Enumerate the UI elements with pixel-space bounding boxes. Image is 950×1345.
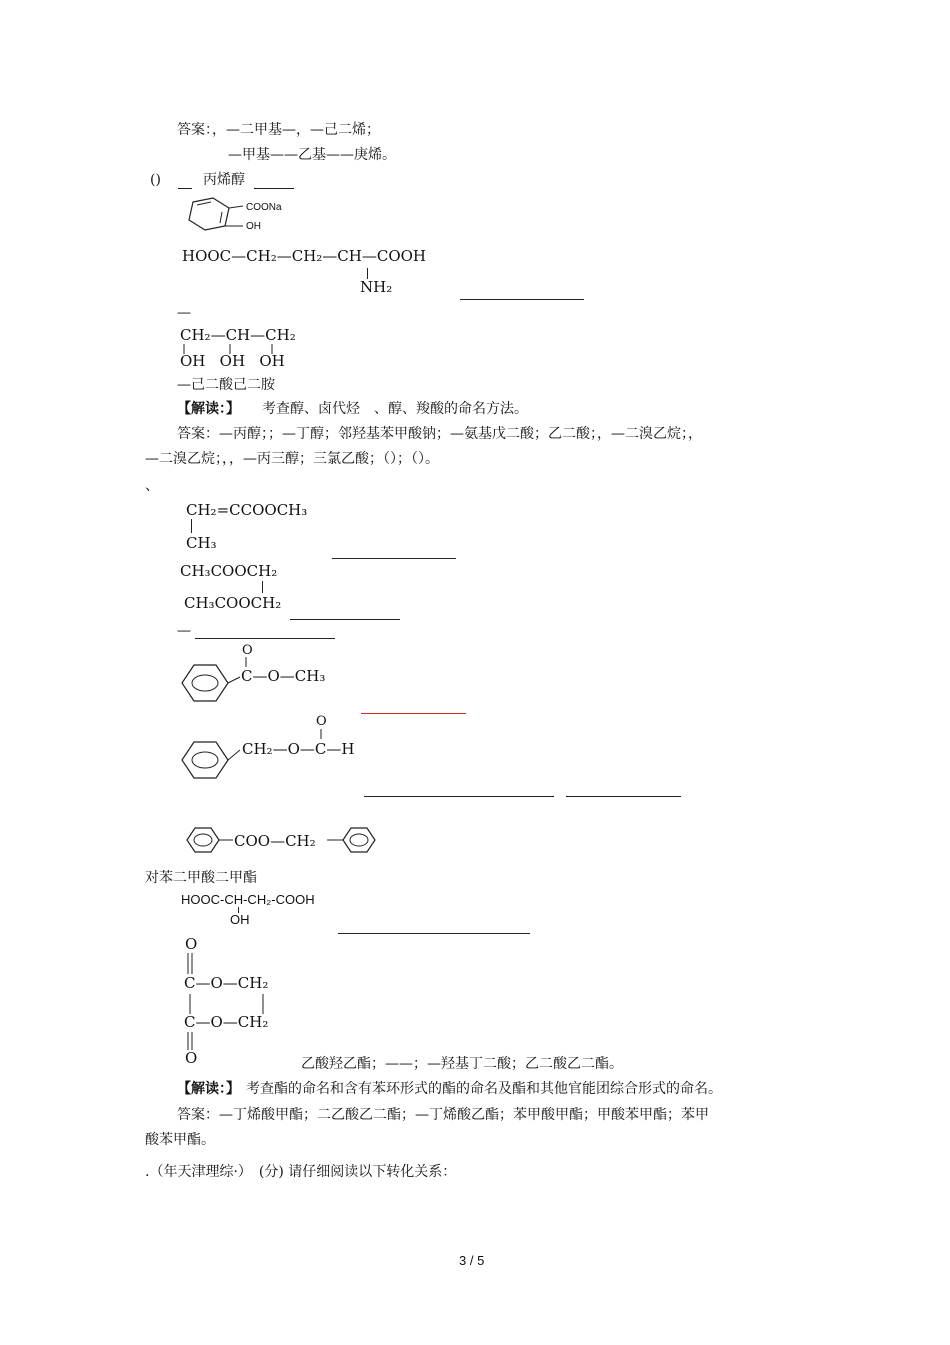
question-prefix: () — [150, 172, 161, 188]
answer-line-1b: —甲基——乙基——庚烯。 — [228, 147, 396, 163]
analysis-text: 考查酯的命名和含有苯环形式的酯的命名及酯和其他官能团综合形式的命名。 — [246, 1081, 722, 1097]
oxalate-o-top: O — [185, 935, 198, 953]
red-blank-line — [361, 713, 466, 714]
benzoate-chain: C—O—CH₃ — [241, 667, 326, 685]
bond-line — [191, 519, 192, 533]
blank-line — [460, 299, 584, 300]
blank-line — [566, 796, 681, 797]
oxalate-row-1: C—O—CH₂ — [184, 974, 269, 992]
benzyl-benzoate-chain: COO—CH₂ — [234, 832, 316, 850]
methacrylate-chain: CH₂=CCOOCH₃ — [186, 501, 308, 519]
answer-line-4b: 酸苯甲酯。 — [145, 1132, 215, 1148]
blank-line — [195, 638, 335, 639]
glutamic-acid-chain: HOOC—CH₂—CH₂—CH—COOH — [182, 247, 427, 265]
formate-o: O — [316, 714, 327, 729]
answer-line-2b: —二溴乙烷；，，—丙三醇；三氯乙酸；（）；（）。 — [145, 451, 439, 467]
blank-line — [290, 619, 400, 620]
malic-oh: OH — [230, 912, 250, 927]
ethylene-oxalate-bonds — [185, 950, 305, 1054]
methacrylate-ch3: CH₃ — [186, 534, 217, 552]
answer-line-4a: 答案：—丁烯酸甲酯；二乙酸乙二酯；—丁烯酸乙酯；苯甲酸甲酯；甲酸苯甲酯；苯甲 — [177, 1107, 709, 1123]
answer-line-1a: 答案：，—二甲基—，—己二烯； — [177, 122, 380, 138]
page-number: 3 / 5 — [459, 1253, 485, 1268]
blank-line — [332, 558, 456, 559]
answer-line-3: 乙酸羟乙酯；——；—羟基丁二酸；乙二酸乙二酯。 — [301, 1056, 623, 1072]
benzoate-o: O — [242, 643, 253, 658]
dash-line: — — [177, 623, 191, 639]
glycerol-oh: OH OH OH — [180, 352, 285, 370]
question-tianjin: .（年天津理综·） (分) 请仔细阅读以下转化关系： — [145, 1164, 457, 1180]
tick-mark: 、 — [145, 478, 159, 494]
propenol-label: 丙烯醇 — [203, 172, 245, 188]
glutamic-nh2: NH₂ — [360, 278, 393, 296]
glycerol-chain: CH₂—CH—CH₂ — [180, 326, 296, 344]
diacetate-line-1: CH₃COOCH₂ — [180, 562, 278, 580]
terephthalate-line: 对苯二甲酸二甲酯 — [145, 870, 257, 886]
malic-chain: HOOC-CH-CH₂-COOH — [181, 892, 315, 907]
analysis-text: 考查醇、卤代烃 、醇、羧酸的命名方法。 — [262, 401, 528, 417]
blank-line — [178, 188, 192, 189]
answer-line-2a: 答案：—丙醇；；—丁醇；邻羟基苯甲酸钠；—氨基戊二酸；乙二酸；，—二溴乙烷；， — [177, 426, 702, 442]
blank-line — [254, 188, 294, 189]
diacetate-line-2: CH₃COOCH₂ — [184, 594, 282, 612]
bond-line — [262, 581, 263, 593]
blank-line — [338, 933, 530, 934]
dash-line: — — [177, 305, 191, 321]
adipic-line: —己二酸己二胺 — [177, 377, 275, 393]
oh-label: OH — [246, 221, 261, 232]
analysis-label: 【解读：】 — [177, 1081, 240, 1097]
coona-label: COONa — [246, 202, 282, 213]
oxalate-row-2: C—O—CH₂ — [184, 1013, 269, 1031]
oxalate-o-bot: O — [185, 1049, 198, 1067]
blank-line — [364, 796, 554, 797]
analysis-label: 【解读：】 — [177, 401, 240, 417]
formate-chain: CH₂—O—C—H — [242, 740, 355, 758]
